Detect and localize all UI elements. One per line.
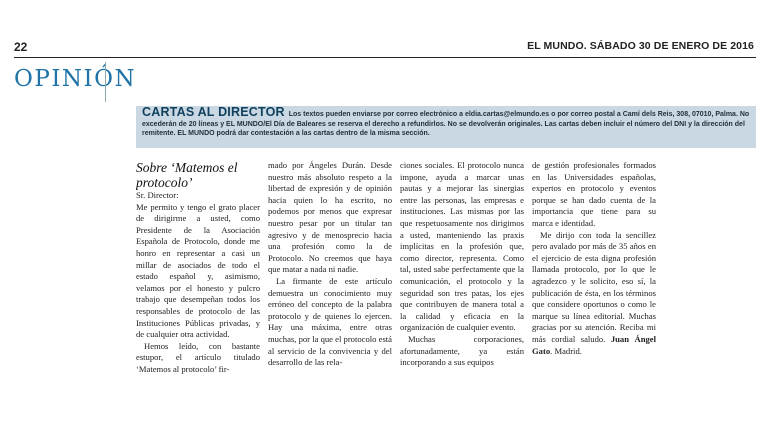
paragraph: de gestión profesionales formados en las Universidades españolas, expertos en protocolo y eventos porque se han dado cuenta de la importancia que tiene para su marca e identidad.: [532, 160, 656, 228]
page-number: 22: [14, 40, 28, 54]
article-column-1: [136, 160, 260, 422]
letter-headline: Sobre ‘Matemos el protocolo’: [136, 160, 238, 190]
section-divider: [105, 62, 106, 102]
letters-banner: [136, 106, 756, 148]
paragraph: ciones sociales. El protocolo nunca impone, ayuda a marcar unas pautas y a mejorar las sinergias entre las personas, las empresas e instituciones. Las mismas por las que respetuosamente nos dirigimos a usted, manteniendo las praxis implícitas en la profesión que, como director, representa. Como tal, usted sabe perfectamente que la comunicación, el protocolo y la seguridad son tres patas, los ejes que contribuyen de manera total a la calidad y eficacia en la organización de cualquier evento.: [400, 160, 524, 333]
banner-title: CARTAS AL DIRECTOR: [142, 106, 285, 119]
article-column-3: [400, 160, 524, 422]
signature-place: . Madrid.: [550, 345, 582, 356]
letter-salutation: Sr. Director:: [136, 190, 179, 200]
paragraph: [532, 230, 656, 358]
paragraph: Hemos leído, con bastante estupor, el artículo titulado ‘Matemos al protocolo’ fir-: [136, 340, 260, 374]
paragraph: mado por Ángeles Durán. Desde nuestro más absoluto respeto a la libertad de expresión y de opinión hacia quien lo ha escrito, no podemos por menos que expresar nuestro pesar por un titular tan agresivo y de menosprecio hacia una profesión como la de Protocolo. No creemos que haya que matar a nada ni nadie.: [268, 160, 392, 275]
paragraph: Me permito y tengo el grato placer de dirigirme a usted, como Presidente de la Asociación Española de Protocolo, donde me honro en representar a casi un millar de asociados de todo el estado español y, asimismo, velamos por el honesto y pulcro trabajo que desempeñan todos los responsables de protocolo de las Instituciones Públicas privadas, y de cualquier otra actividad.: [136, 201, 260, 340]
article-column-4: [532, 160, 656, 422]
paragraph-text: Me dirijo con toda la sencillez pero avalado por más de 35 años en el ejercicio de esta digna profesión llamada protocolo, por lo que le agradezco y le solicito, eso sí, la publicación de ésta, en los términos que considere oportunos o como le marque su línea editorial. Muchas gracias por su atención. Reciba mi más cordial saludo.: [532, 229, 656, 344]
dateline: EL MUNDO. SÁBADO 30 DE ENERO DE 2016: [527, 40, 754, 52]
signature-name: Juan Ángel Gato: [532, 333, 656, 356]
article-column-2: [268, 160, 392, 422]
banner-instructions: Los textos pueden enviarse por correo electrónico a eldia.cartas@elmundo.es o por correo postal a Camí dels Reis, 308, 07010, Palma. No excederán de 20 líneas y EL MUNDO/El Día de Baleares se reserva el derecho a refundirlos. No se devolverán originales. Las cartas deben incluir el número del DNI y la dirección del remitente. EL MUNDO podrá dar contestación a las cartas dentro de la misma sección.: [142, 111, 750, 138]
section-title: OPINIÓN: [14, 66, 137, 92]
paragraph: Muchas corporaciones, afortunadamente, ya están incorporando a sus equipos: [400, 333, 524, 368]
header-rule: [14, 57, 756, 58]
paragraph: La firmante de este artículo demuestra un conocimiento muy erróneo del concepto de la palabra protocolo y de quienes lo ejercen. Hay una máxima, entre otras muchas, por la que el protocolo está al servicio de la convivencia y del desarrollo de las rela-: [268, 275, 392, 368]
